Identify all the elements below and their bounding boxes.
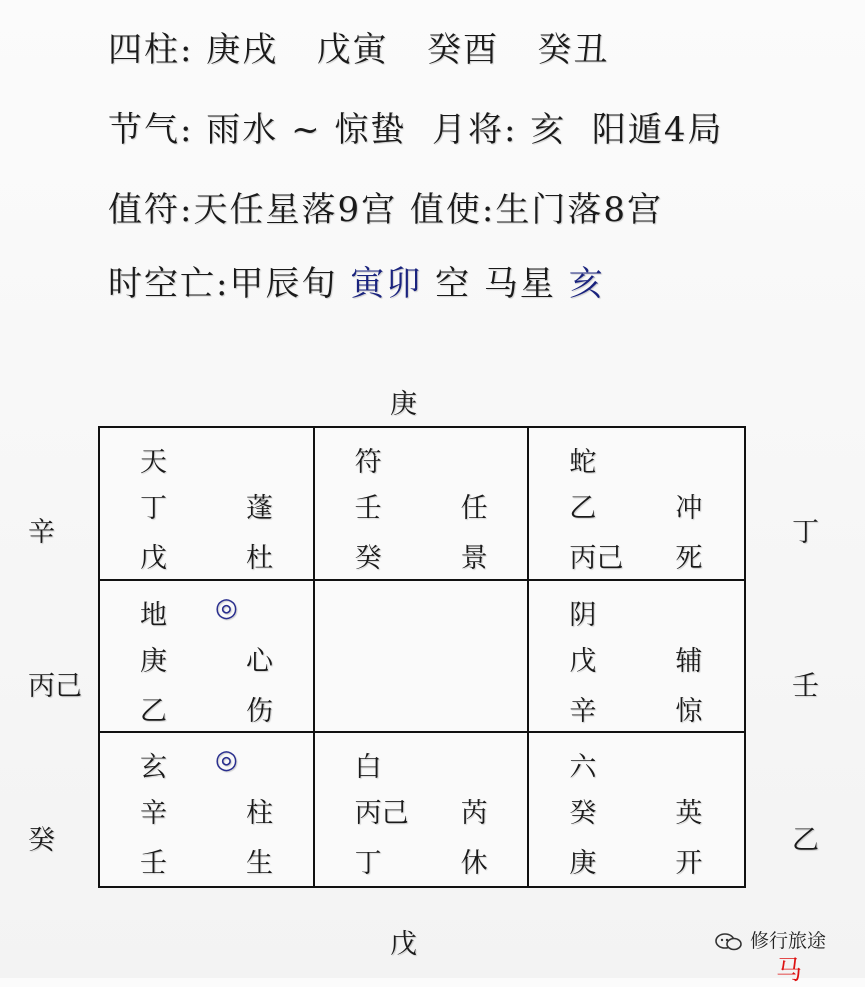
earth-stem: 癸 (354, 543, 382, 574)
solar-term-line: 节气: 雨水 ~ 惊蛰 月将: 亥 阳遁4局 (108, 110, 724, 150)
palace-5-center (315, 581, 530, 734)
palace-2 (529, 428, 744, 581)
palace-4 (100, 428, 315, 581)
palace-star: 蓬 (246, 493, 273, 524)
earth-stem: 庚 (569, 848, 597, 880)
palace-star: 英 (675, 798, 703, 830)
heaven-stem: 壬 (354, 493, 382, 524)
palace-star: 芮 (460, 798, 488, 830)
palace-3 (100, 581, 315, 734)
palace-door: 生 (246, 848, 273, 880)
earth-stem: 丁 (354, 848, 382, 880)
earth-stem: 乙 (140, 695, 167, 727)
palace-door: 死 (675, 543, 703, 574)
horse-mark: 马 (776, 956, 803, 986)
heaven-stem: 丁 (140, 493, 167, 524)
palace-god: 阴 (569, 599, 597, 631)
outer-top-stem: 庚 (390, 389, 417, 420)
outer-left-top-stem: 辛 (28, 517, 55, 548)
palace-door: 休 (460, 848, 488, 880)
palace-1 (315, 733, 530, 886)
watermark-text: 修行旅途 (750, 931, 827, 952)
palace-god: 六 (569, 752, 597, 784)
void-mid: 空 马星 (422, 264, 569, 304)
palace-door: 惊 (675, 695, 703, 727)
outer-right-top-stem: 丁 (792, 517, 819, 548)
outer-right-bottom-stem: 乙 (792, 825, 819, 856)
palace-8 (100, 733, 315, 886)
palace-door: 伤 (246, 695, 273, 727)
palace-god: 天 (140, 447, 167, 478)
palace-6 (529, 733, 744, 886)
outer-bottom-stem: 戊 (390, 929, 417, 960)
palace-star: 任 (460, 493, 488, 524)
wechat-icon (714, 931, 744, 953)
heaven-stem: 辛 (140, 798, 167, 830)
heaven-stem: 乙 (569, 493, 597, 524)
earth-stem: 辛 (569, 695, 597, 727)
heaven-stem: 丙己 (354, 798, 409, 830)
earth-stem: 壬 (140, 848, 167, 880)
outer-left-mid-stem: 丙己 (28, 671, 82, 702)
palace-door: 景 (460, 543, 488, 574)
heaven-stem: 庚 (140, 645, 167, 677)
four-pillars-line: 四柱: 庚戌 戊寅 癸酉 癸丑 (108, 30, 610, 70)
palace-door: 杜 (246, 543, 273, 574)
palace-star: 冲 (675, 493, 703, 524)
void-horse-line (108, 256, 605, 305)
duty-star-door-line: 值符:天任星落9宫 值使:生门落8宫 (108, 190, 663, 230)
heaven-stem: 戊 (569, 645, 597, 677)
void-ring-icon: ◎ (215, 745, 238, 776)
void-ring-icon: ◎ (215, 592, 238, 623)
earth-stem: 丙己 (569, 543, 624, 574)
heaven-stem: 癸 (569, 798, 597, 830)
palace-star: 柱 (246, 798, 273, 830)
void-prefix: 时空亡:甲辰旬 (108, 264, 351, 304)
palace-9 (315, 428, 530, 581)
palace-god: 符 (354, 447, 382, 478)
palace-star: 辅 (675, 645, 703, 677)
nine-palace-grid (98, 426, 746, 888)
horse-star: 亥 (568, 264, 605, 304)
palace-god: 蛇 (569, 447, 597, 478)
void-branches: 寅卯 (350, 264, 423, 304)
palace-god: 白 (354, 752, 382, 784)
watermark-brand (714, 926, 826, 953)
earth-stem: 戊 (140, 543, 167, 574)
palace-god: 玄 (140, 752, 167, 784)
outer-right-mid-stem: 壬 (792, 671, 819, 702)
outer-left-bottom-stem: 癸 (28, 825, 55, 856)
palace-7 (529, 581, 744, 734)
palace-god: 地 (140, 599, 167, 631)
palace-door: 开 (675, 848, 703, 880)
palace-star: 心 (246, 645, 273, 677)
